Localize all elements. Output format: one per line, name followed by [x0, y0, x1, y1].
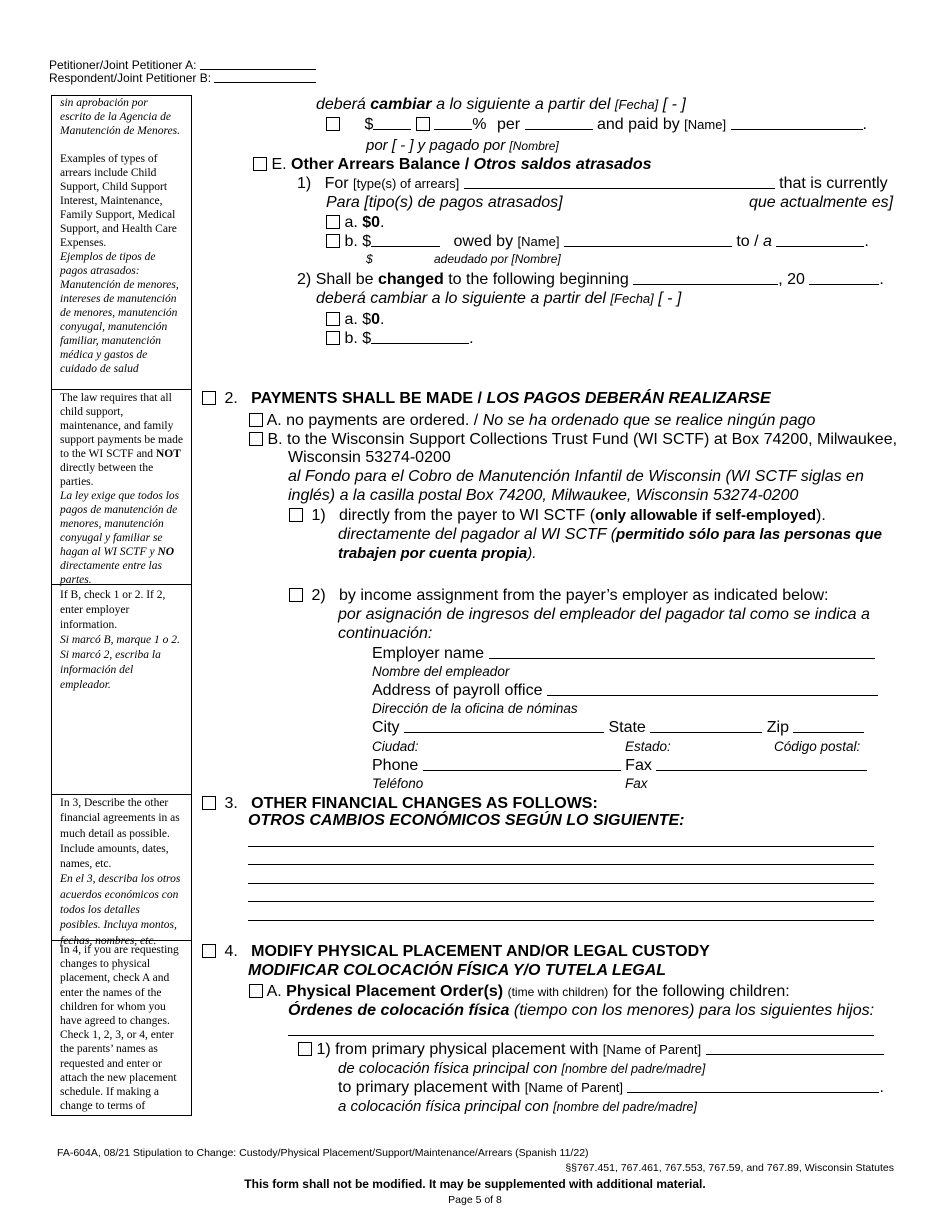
financial-line-1[interactable] — [248, 846, 874, 847]
employer-name-field[interactable] — [489, 645, 875, 659]
sidebar-text: En el 3, describa los otros acuerdos económicos con todos los detalles posibles. Incluya montos, fechas, nombres, etc. — [60, 873, 181, 947]
pay-amount-checkbox[interactable] — [326, 117, 340, 131]
form-notice: This form shall not be modified. It may be supplemented with additional material. — [244, 1177, 706, 1191]
sidebar-text: In 4, if you are requesting changes to physical placement, check A and enter the names of the children for whom you have agreed to changes. Check 1, 2, 3, or 4, enter the parents’ names as requested and enter or attach the new placement schedule. If making a change to terms of — [60, 944, 179, 1113]
zip-es: Código postal: — [774, 739, 861, 754]
arrears-type-row: 1) For [type(s) of arrears] that is currently — [297, 175, 888, 192]
arrears-amount-row: b. $ owed by [Name] to / a . — [326, 233, 869, 251]
sidebar-text: The law requires that all child support, maintenance, and family support payments be made to the WI SCTF and NOT directly between the parties. — [60, 392, 183, 488]
sidebar-box-payments — [51, 389, 192, 585]
form-number: FA-604A, 08/21 Stipulation to Change: Custody/Physical Placement/Support/Maintenance/Arrears (Spanish 11/22) — [57, 1147, 589, 1159]
pay-name-field[interactable] — [731, 116, 863, 130]
petitioner-label: Petitioner/Joint Petitioner A: — [49, 58, 197, 72]
sidebar-text: sin aprobación por — [60, 97, 148, 109]
arrears-change-row: 2) Shall be changed to the following beginning , 20 . — [297, 271, 884, 288]
to-placement-row: to primary placement with [Name of Parent] . — [338, 1079, 884, 1096]
arrears-current-es: que actualmente es] — [749, 194, 894, 211]
direct-payment-checkbox[interactable] — [289, 508, 303, 522]
arrears-change-zero-row: a. $0. — [326, 311, 385, 329]
arrears-type-field[interactable] — [464, 175, 775, 189]
section-4-checkbox[interactable] — [202, 944, 216, 958]
statutes: §§767.451, 767.461, 767.553, 767.59, and 767.89, Wisconsin Statutes — [565, 1162, 894, 1174]
payroll-address-field[interactable] — [547, 682, 878, 696]
financial-line-4[interactable] — [248, 901, 874, 902]
arrears-amount-field[interactable] — [371, 233, 440, 247]
placement-order-row: A. Physical Placement Order(s) (time with children) for the following children: — [249, 983, 790, 1001]
page-number: Page 5 of 8 — [448, 1194, 502, 1206]
sidebar-text: La ley exige que todos los pagos de manutención de menores, manutención conyugal y familiar se hagan al WI SCTF y NO directamente entre las partes. — [60, 490, 180, 586]
income-assignment-es-1: por asignación de ingresos del empleador del pagador tal como se indica a — [338, 606, 870, 623]
sidebar-box-arrears — [51, 95, 192, 390]
to-placement-es: a colocación física principal con [nombre del padre/madre] — [338, 1098, 697, 1115]
from-placement-row: 1) from primary physical placement with [Name of Parent] — [298, 1041, 884, 1059]
city-row: City State Zip — [372, 719, 864, 737]
sidebar-text: Ejemplos de tipos de pagos atrasados: Manutención de menores, intereses de manutención de menores, manutención conyugal, manutención familiar, manutención médica y gastos de cuidado de salud — [60, 251, 179, 375]
direct-payment-row: 1) directly from the payer to WI SCTF (only allowable if self-employed). — [289, 507, 826, 525]
section-3-title-es: OTROS CAMBIOS ECONÓMICOS SEGÚN LO SIGUIENTE: — [248, 812, 685, 829]
arrears-change-year-field[interactable] — [809, 271, 879, 285]
employer-es: Nombre del empleador — [372, 664, 510, 679]
owed-by-field[interactable] — [564, 233, 732, 247]
address-row: Address of payroll office — [372, 682, 878, 700]
pay-amount-field[interactable] — [373, 116, 411, 130]
arrears-change-es: deberá cambiar a lo siguiente a partir del [Fecha] [ - ] — [316, 290, 682, 307]
pay-amount-row: $ % per and paid by [Name] . — [326, 116, 867, 134]
section-2-title: 2. PAYMENTS SHALL BE MADE / LOS PAGOS DEBERÁN REALIZARSE — [202, 390, 771, 408]
section-e-title: E. Other Arrears Balance / Otros saldos atrasados — [253, 156, 651, 174]
zip-field[interactable] — [793, 719, 864, 733]
state-es: Estado: — [625, 739, 671, 754]
phone-es: Teléfono — [372, 776, 424, 791]
direct-payment-es-1: directamente del pagador al WI SCTF (permitido sólo para las personas que — [338, 526, 882, 543]
arrears-es-dollar: $ — [366, 252, 373, 266]
phone-field[interactable] — [423, 757, 621, 771]
sctf-es-1: al Fondo para el Cobro de Manutención Infantil de Wisconsin (WI SCTF siglas en — [288, 468, 864, 485]
section-e-checkbox[interactable] — [253, 157, 267, 171]
pay-period-field[interactable] — [525, 116, 593, 130]
section-3-checkbox[interactable] — [202, 796, 216, 810]
no-payments-row: A. no payments are ordered. / No se ha ordenado que se realice ningún pago — [249, 412, 815, 430]
sctf-checkbox[interactable] — [249, 432, 263, 446]
pay-es-line: por [ - ] y pagado por [Nombre] — [366, 137, 559, 154]
section-2-checkbox[interactable] — [202, 391, 216, 405]
respondent-line — [49, 69, 316, 85]
arrears-change-amount-field[interactable] — [371, 330, 469, 344]
arrears-es-adeudado: adeudado por [Nombre] — [434, 252, 561, 266]
placement-order-es: Órdenes de colocación física (tiempo con los menores) para los siguientes hijos: — [288, 1002, 875, 1019]
no-payments-checkbox[interactable] — [249, 413, 263, 427]
sidebar-text: Manutención de Menores. — [60, 125, 180, 137]
arrears-type-es: Para [tipo(s) de pagos atrasados] — [326, 194, 563, 211]
continuation-line: deberá cambiar a lo siguiente a partir del [Fecha] [ - ] — [316, 96, 686, 113]
phone-row: Phone Fax — [372, 757, 867, 775]
sidebar-box-financial — [51, 794, 192, 947]
arrears-change-zero-checkbox[interactable] — [326, 312, 340, 326]
from-placement-checkbox[interactable] — [298, 1042, 312, 1056]
from-placement-es: de colocación física principal con [nombre del padre/madre] — [338, 1060, 706, 1077]
income-assignment-checkbox[interactable] — [289, 588, 303, 602]
sctf-row-2: Wisconsin 53274-0200 — [288, 449, 451, 466]
from-parent-field[interactable] — [706, 1041, 884, 1055]
sidebar-text: escrito de la Agencia de — [60, 111, 171, 123]
arrears-zero-checkbox[interactable] — [326, 215, 340, 229]
financial-line-2[interactable] — [248, 864, 874, 865]
sctf-row: B. to the Wisconsin Support Collections Trust Fund (WI SCTF) at Box 74200, Milwaukee, — [249, 431, 897, 449]
to-parent-field[interactable] — [627, 1079, 879, 1093]
pay-percent-checkbox[interactable] — [416, 117, 430, 131]
sidebar-text: If B, check 1 or 2. If 2, enter employer information. — [60, 589, 166, 631]
employer-row: Employer name — [372, 645, 875, 663]
sidebar-text: In 3, Describe the other financial agreements in as much detail as possible. Include amounts, dates, names, etc. — [60, 797, 180, 871]
sidebar-text: Examples of types of arrears include Child Support, Child Support Interest, Maintenance, Family Support, Medical Support, and Health Care Expenses. — [60, 153, 177, 249]
respondent-label: Respondent/Joint Petitioner B: — [49, 71, 212, 85]
arrears-change-amount-row: b. $ . — [326, 330, 474, 348]
section-3-title: 3. OTHER FINANCIAL CHANGES AS FOLLOWS: — [202, 795, 598, 813]
children-names-line[interactable] — [288, 1035, 874, 1036]
placement-order-checkbox[interactable] — [249, 984, 263, 998]
owed-to-field[interactable] — [776, 233, 864, 247]
arrears-zero-row: a. $0. — [326, 214, 385, 232]
sidebar-box-placement — [51, 940, 192, 1116]
pay-percent-field[interactable] — [434, 116, 472, 130]
section-4-title: 4. MODIFY PHYSICAL PLACEMENT AND/OR LEGAL CUSTODY — [202, 943, 710, 961]
arrears-change-date-field[interactable] — [633, 271, 778, 285]
sidebar-text: Si marcó B, marque 1 o 2. Si marcó 2, escriba la información del empleador. — [60, 634, 180, 691]
state-field[interactable] — [650, 719, 762, 733]
fax-field[interactable] — [656, 757, 867, 771]
sctf-es-2: inglés) a la casilla postal Box 74200, Milwaukee, Wisconsin 53274-0200 — [288, 487, 799, 504]
arrears-amount-checkbox[interactable] — [326, 234, 340, 248]
address-es: Dirección de la oficina de nóminas — [372, 701, 578, 716]
petitioner-field[interactable] — [200, 56, 316, 70]
financial-line-5[interactable] — [248, 920, 874, 921]
direct-payment-es-2: trabajen por cuenta propia). — [338, 545, 537, 562]
income-assignment-row: 2) by income assignment from the payer’s employer as indicated below: — [289, 587, 828, 605]
city-es: Ciudad: — [372, 739, 419, 754]
arrears-change-amount-checkbox[interactable] — [326, 331, 340, 345]
financial-line-3[interactable] — [248, 883, 874, 884]
city-field[interactable] — [404, 719, 604, 733]
sidebar-box-employer — [51, 584, 192, 795]
fax-es: Fax — [625, 776, 648, 791]
income-assignment-es-2: continuación: — [338, 625, 433, 642]
respondent-field[interactable] — [214, 69, 316, 83]
section-4-title-es: MODIFICAR COLOCACIÓN FÍSICA Y/O TUTELA LEGAL — [248, 962, 667, 979]
